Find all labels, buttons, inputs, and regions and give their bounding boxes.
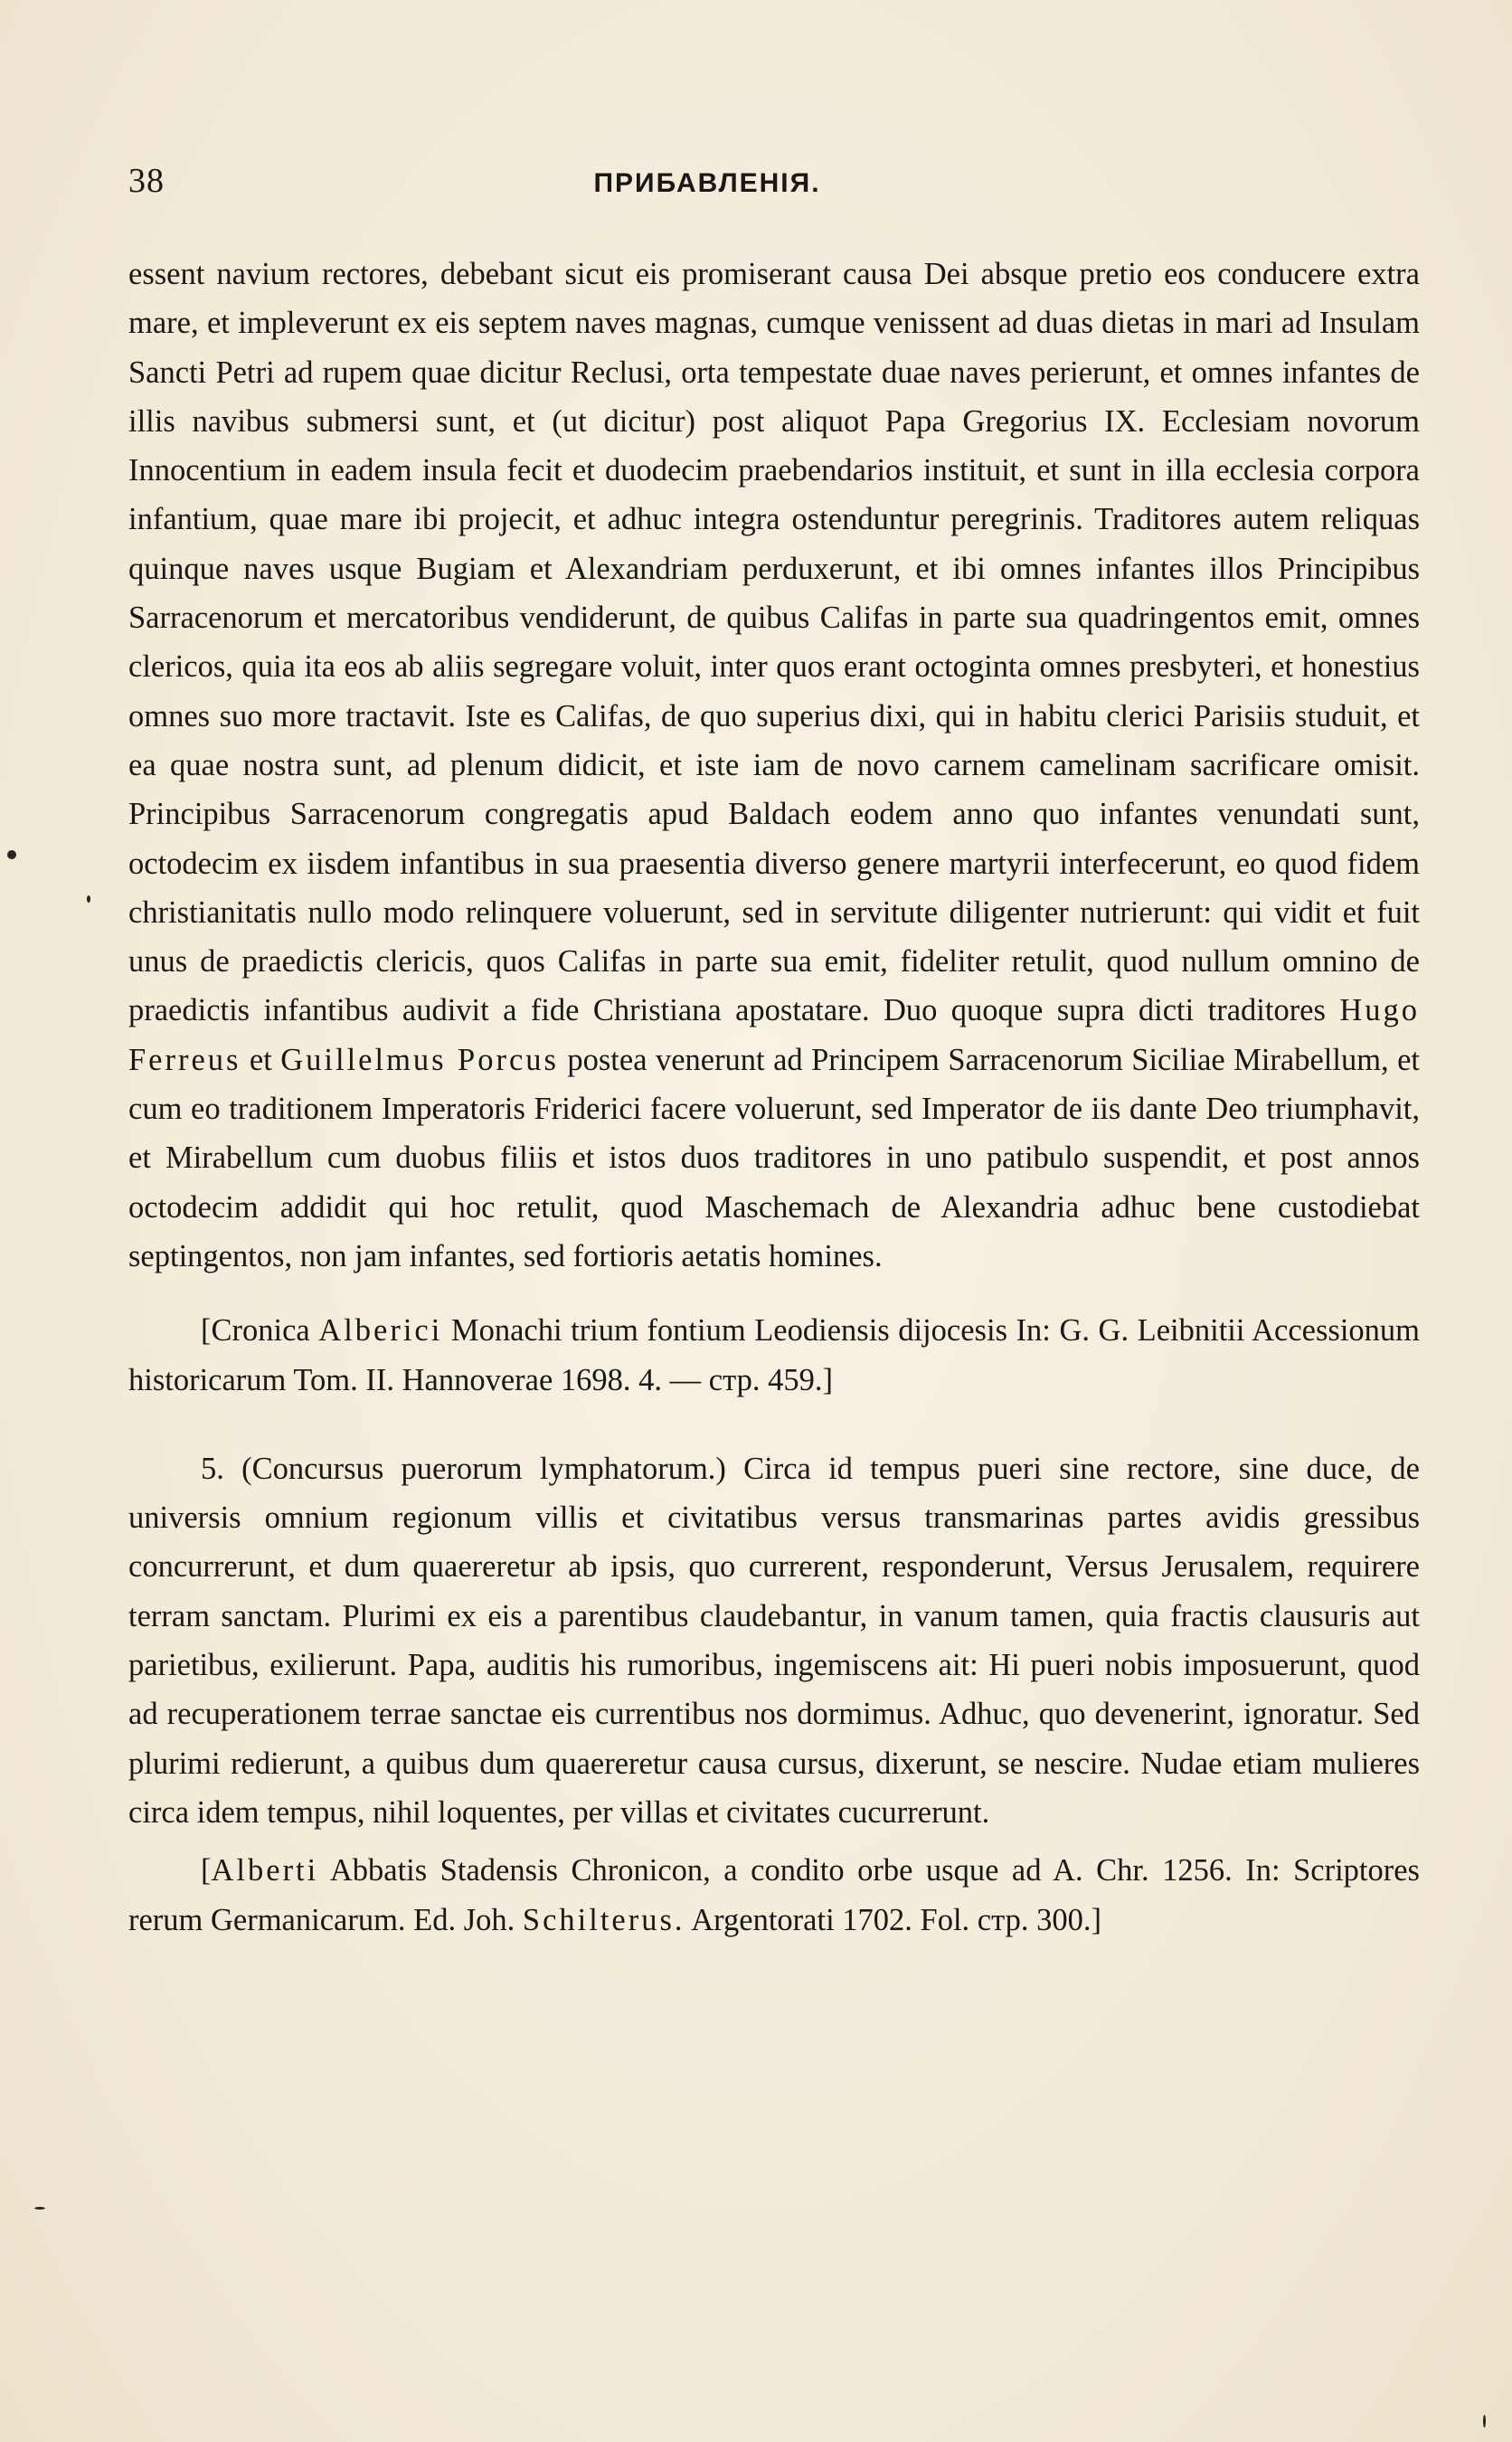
citation2-open: [ bbox=[201, 1853, 212, 1888]
name-hugo-ferreus: Hugo Ferreus bbox=[128, 993, 1421, 1077]
citation1-open: [Cronica bbox=[201, 1313, 310, 1349]
citation2-mid: Abbatis Stadensis Chronicon, a condito orbe usque ad A. Chr. 1256. In: Scriptores rerum Germanicarum. Ed. Joh. bbox=[128, 1853, 1420, 1937]
body-text bbox=[128, 250, 1420, 1945]
paragraph-concursus-puerorum: 5. (Concursus puerorum lymphatorum.) Circa id tempus pueri sine rectore, sine duce, de universis omnium regionum villis et civitatibus versus transmarinas partes avidis gressibus concurrerunt, et dum quaereretur ab ipsis, quo currerent, responderunt, Versus Jerusalem, requirere terram sanctam. Plurimi ex eis a parentibus claudebantur, in vanum tamen, quia fractis clausuris aut parietibus, exilierunt. Papa, auditis his rumoribus, ingemiscens ait: Hi pueri nobis imposuerunt, quod ad recuperationem terrae sanctae eis currentibus nos dormimus. Adhuc, quo devenerint, ignoratur. Sed plurimi redierunt, a quibus dum quaereretur causa cursus, dixerunt, se nescire. Nudae etiam mulieres circa idem tempus, nihil loquentes, per villas et civitates cucurrerunt. bbox=[128, 1451, 1420, 1830]
print-speck bbox=[1483, 2415, 1486, 2428]
citation-albert-stade bbox=[128, 1846, 1420, 1945]
citation-alberic bbox=[128, 1306, 1420, 1405]
print-speck bbox=[7, 850, 16, 859]
citation2-author: Alberti bbox=[211, 1853, 319, 1888]
paragraph-chronicle-alberic bbox=[128, 250, 1420, 1281]
running-head: ПРИБАВЛЕНІЯ. bbox=[593, 168, 821, 198]
citation1-rest: Monachi trium fontium Leodiensis dijocesis In: G. G. Leibnitii Accessionum historicarum Tom. II. Hannoverae 1698. 4. — стр. 459.] bbox=[128, 1313, 1421, 1397]
conjunction-et: et bbox=[249, 1042, 272, 1077]
page-header bbox=[128, 161, 1420, 215]
citation2-editor: Schilterus. bbox=[522, 1902, 685, 1937]
page-number: 38 bbox=[128, 162, 165, 200]
name-guillelmus-porcus: Guillelmus Porcus bbox=[280, 1042, 559, 1077]
print-speck bbox=[87, 895, 90, 903]
citation2-end: Argentorati 1702. Fol. стр. 300.] bbox=[691, 1902, 1101, 1937]
print-speck bbox=[34, 2207, 45, 2210]
paragraph1-end-text: postea venerunt ad Principem Sarracenorum Siciliae Mirabellum, et cum eo traditionem Imperatoris Friderici facere voluerunt, sed Imperator de iis dante Deo triumphavit, et Mirabellum cum duobus filiis et istos duos traditores in uno patibulo suspendit, et post annos octodecim addidit qui hoc retulit, quod Maschemach de Alexandria adhuc bene custodiebat septingentos, non jam infantes, sed fortioris aetatis homines. bbox=[128, 1042, 1420, 1273]
citation1-author: Alberici bbox=[318, 1313, 443, 1349]
paragraph1-text: essent navium rectores, debebant sicut eis promiserant causa Dei absque pretio eos conducere extra mare, et impleverunt ex eis septem naves magnas, cumque venissent ad duas dietas in mari ad Insulam Sancti Petri ad rupem quae dicitur Reclusi, orta tempestate duae naves perierunt, et omnes infantes de illis navibus submersi sunt, et (ut dicitur) post aliquot Papa Gregorius IX. Ecclesiam novorum Innocentium in eadem insula fecit et duodecim praebendarios instituit, et sunt in illa ecclesia corpora infantium, quae mare ibi projecit, et adhuc integra ostenduntur peregrinis. Traditores autem reliquas quinque naves usque Bugiam et Alexandriam perduxerunt, et ibi omnes infantes illos Principibus Sarracenorum et mercatoribus vendiderunt, de quibus Califas in parte sua quadringentos emit, omnes clericos, quia ita eos ab aliis segregare voluit, inter quos erant octoginta omnes presbyteri, et honestius omnes suo more tractavit. Iste es Califas, de quo superius dixi, qui in habitu clerici Parisiis studuit, et ea quae nostra sunt, ad plenum didicit, et iste iam de novo carnem camelinam sacrificare omisit. Principibus Sarracenorum congregatis apud Baldach eodem anno quo infantes venundati sunt, octodecim ex iisdem infantibus in sua praesentia diverso genere martyrii interfecerunt, eo quod fidem christianitatis nullo modo relinquere voluerunt, sed in servitute diligenter nutrierunt: qui vidit et fuit unus de praedictis clericis, quos Califas in parte sua emit, fideliter retulit, quod nullum omnino de praedictis infantibus audivit a fide Christiana apostatare. Duo quoque supra dicti traditores bbox=[128, 257, 1420, 1028]
